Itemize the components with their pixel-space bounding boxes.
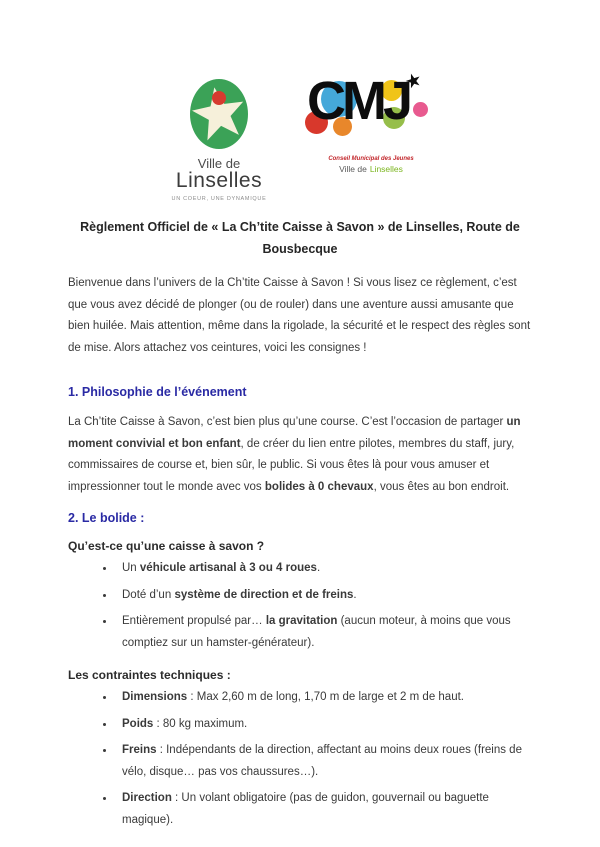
list-item xyxy=(115,558,532,580)
text-segment: système de direction et de freins xyxy=(174,588,354,601)
text-segment: : Indépendants de la direction, affectant au moins deux roues (freins de vélo, disque… pas vos chaussures…). xyxy=(122,744,522,778)
list-item xyxy=(115,687,532,709)
text-segment: La Ch’tite Caisse à Savon, c’est bien plus qu’une course. C’est l’occasion de partager xyxy=(68,416,507,428)
linselles-logo-tagline: UN COEUR, UNE DYNAMIQUE xyxy=(171,196,267,202)
linselles-emblem-icon xyxy=(188,78,250,150)
text-segment: (aucun moteur, à moins que vous comptiez sur un hamster-générateur). xyxy=(122,615,511,649)
text-segment: . xyxy=(353,588,357,601)
text-segment: : 80 kg maximum. xyxy=(153,717,248,730)
list-item xyxy=(115,611,532,654)
cmj-acronym: CMJ xyxy=(307,71,410,131)
text-segment: Dimensions xyxy=(122,691,188,703)
section-1-heading: 1. Philosophie de l’événement xyxy=(68,385,247,399)
constraints-bullet-list xyxy=(68,687,532,831)
definition-bullet-list xyxy=(68,558,532,654)
text-segment: Un xyxy=(122,562,140,574)
subheading-constraints: Les contraintes techniques : xyxy=(68,668,231,682)
document-title: Règlement Officiel de « La Ch’tite Caisse à Savon » de Linselles, Route de Bousbecque xyxy=(80,220,520,256)
text-segment: : Un volant obligatoire (pas de guidon, gouvernail ou baguette magique). xyxy=(122,792,489,826)
text-segment: , vous êtes au bon endroit. xyxy=(373,480,510,493)
text-segment: Direction xyxy=(122,792,172,804)
cmj-subtitle: Conseil Municipal des Jeunes xyxy=(328,156,414,162)
text-segment: Doté d’un xyxy=(122,588,175,601)
text-segment: un moment convivial et bon enfant xyxy=(68,416,521,450)
text-segment: , de créer du lien entre pilotes, membres du staff, jury, commissaires de course et, bien sûr, le public. Si vous êtes là pour vous amuser et impressionner tout le monde avec vos xyxy=(68,437,515,493)
list-item xyxy=(115,740,532,783)
text-segment: : Max 2,60 m de long, 1,70 m de large et 2 m de haut. xyxy=(187,691,464,703)
cmj-city-line xyxy=(305,164,437,174)
ville-de-linselles-logo xyxy=(163,78,275,202)
subheading-definition: Qu’est-ce qu’une caisse à savon ? xyxy=(68,539,265,553)
header-logos xyxy=(0,68,600,202)
text-segment: Freins xyxy=(122,744,157,756)
linselles-logo-line1: Ville de xyxy=(197,156,241,171)
section-1-paragraph xyxy=(68,412,532,498)
text-segment: véhicule artisanal à 3 ou 4 roues xyxy=(139,562,317,574)
cmj-sparkle-star-icon: ★ xyxy=(402,68,425,95)
text-segment: Entièrement propulsé par… xyxy=(122,615,266,627)
cmj-logo xyxy=(305,68,437,174)
cmj-circle-pink-icon xyxy=(413,102,428,117)
cmj-city-prefix: Ville de xyxy=(339,164,367,174)
text-segment: la gravitation xyxy=(265,615,338,627)
cmj-city-name: Linselles xyxy=(369,164,403,174)
list-item xyxy=(115,585,532,607)
section-2-heading: 2. Le bolide : xyxy=(68,511,145,525)
intro-paragraph: Bienvenue dans l’univers de la Ch’tite Caisse à Savon ! Si vous lisez ce règlement, c’est que vous avez décidé de plonger (ou de rouler) dans une aventure aussi amusante que bien huilée. Mais attention, même dans la rigolade, la sécurité et le respect des règles sont de mise. Alors attachez vos ceintures, voici les consignes ! xyxy=(68,277,531,354)
list-item xyxy=(115,714,532,736)
cmj-logo-art xyxy=(305,68,437,148)
text-segment: bolides à 0 chevaux xyxy=(264,480,374,493)
linselles-logo-line2: Linselles xyxy=(175,169,263,192)
text-segment: . xyxy=(316,562,321,574)
list-item xyxy=(115,788,532,831)
document-content xyxy=(68,216,532,831)
text-segment: Poids xyxy=(122,717,154,730)
